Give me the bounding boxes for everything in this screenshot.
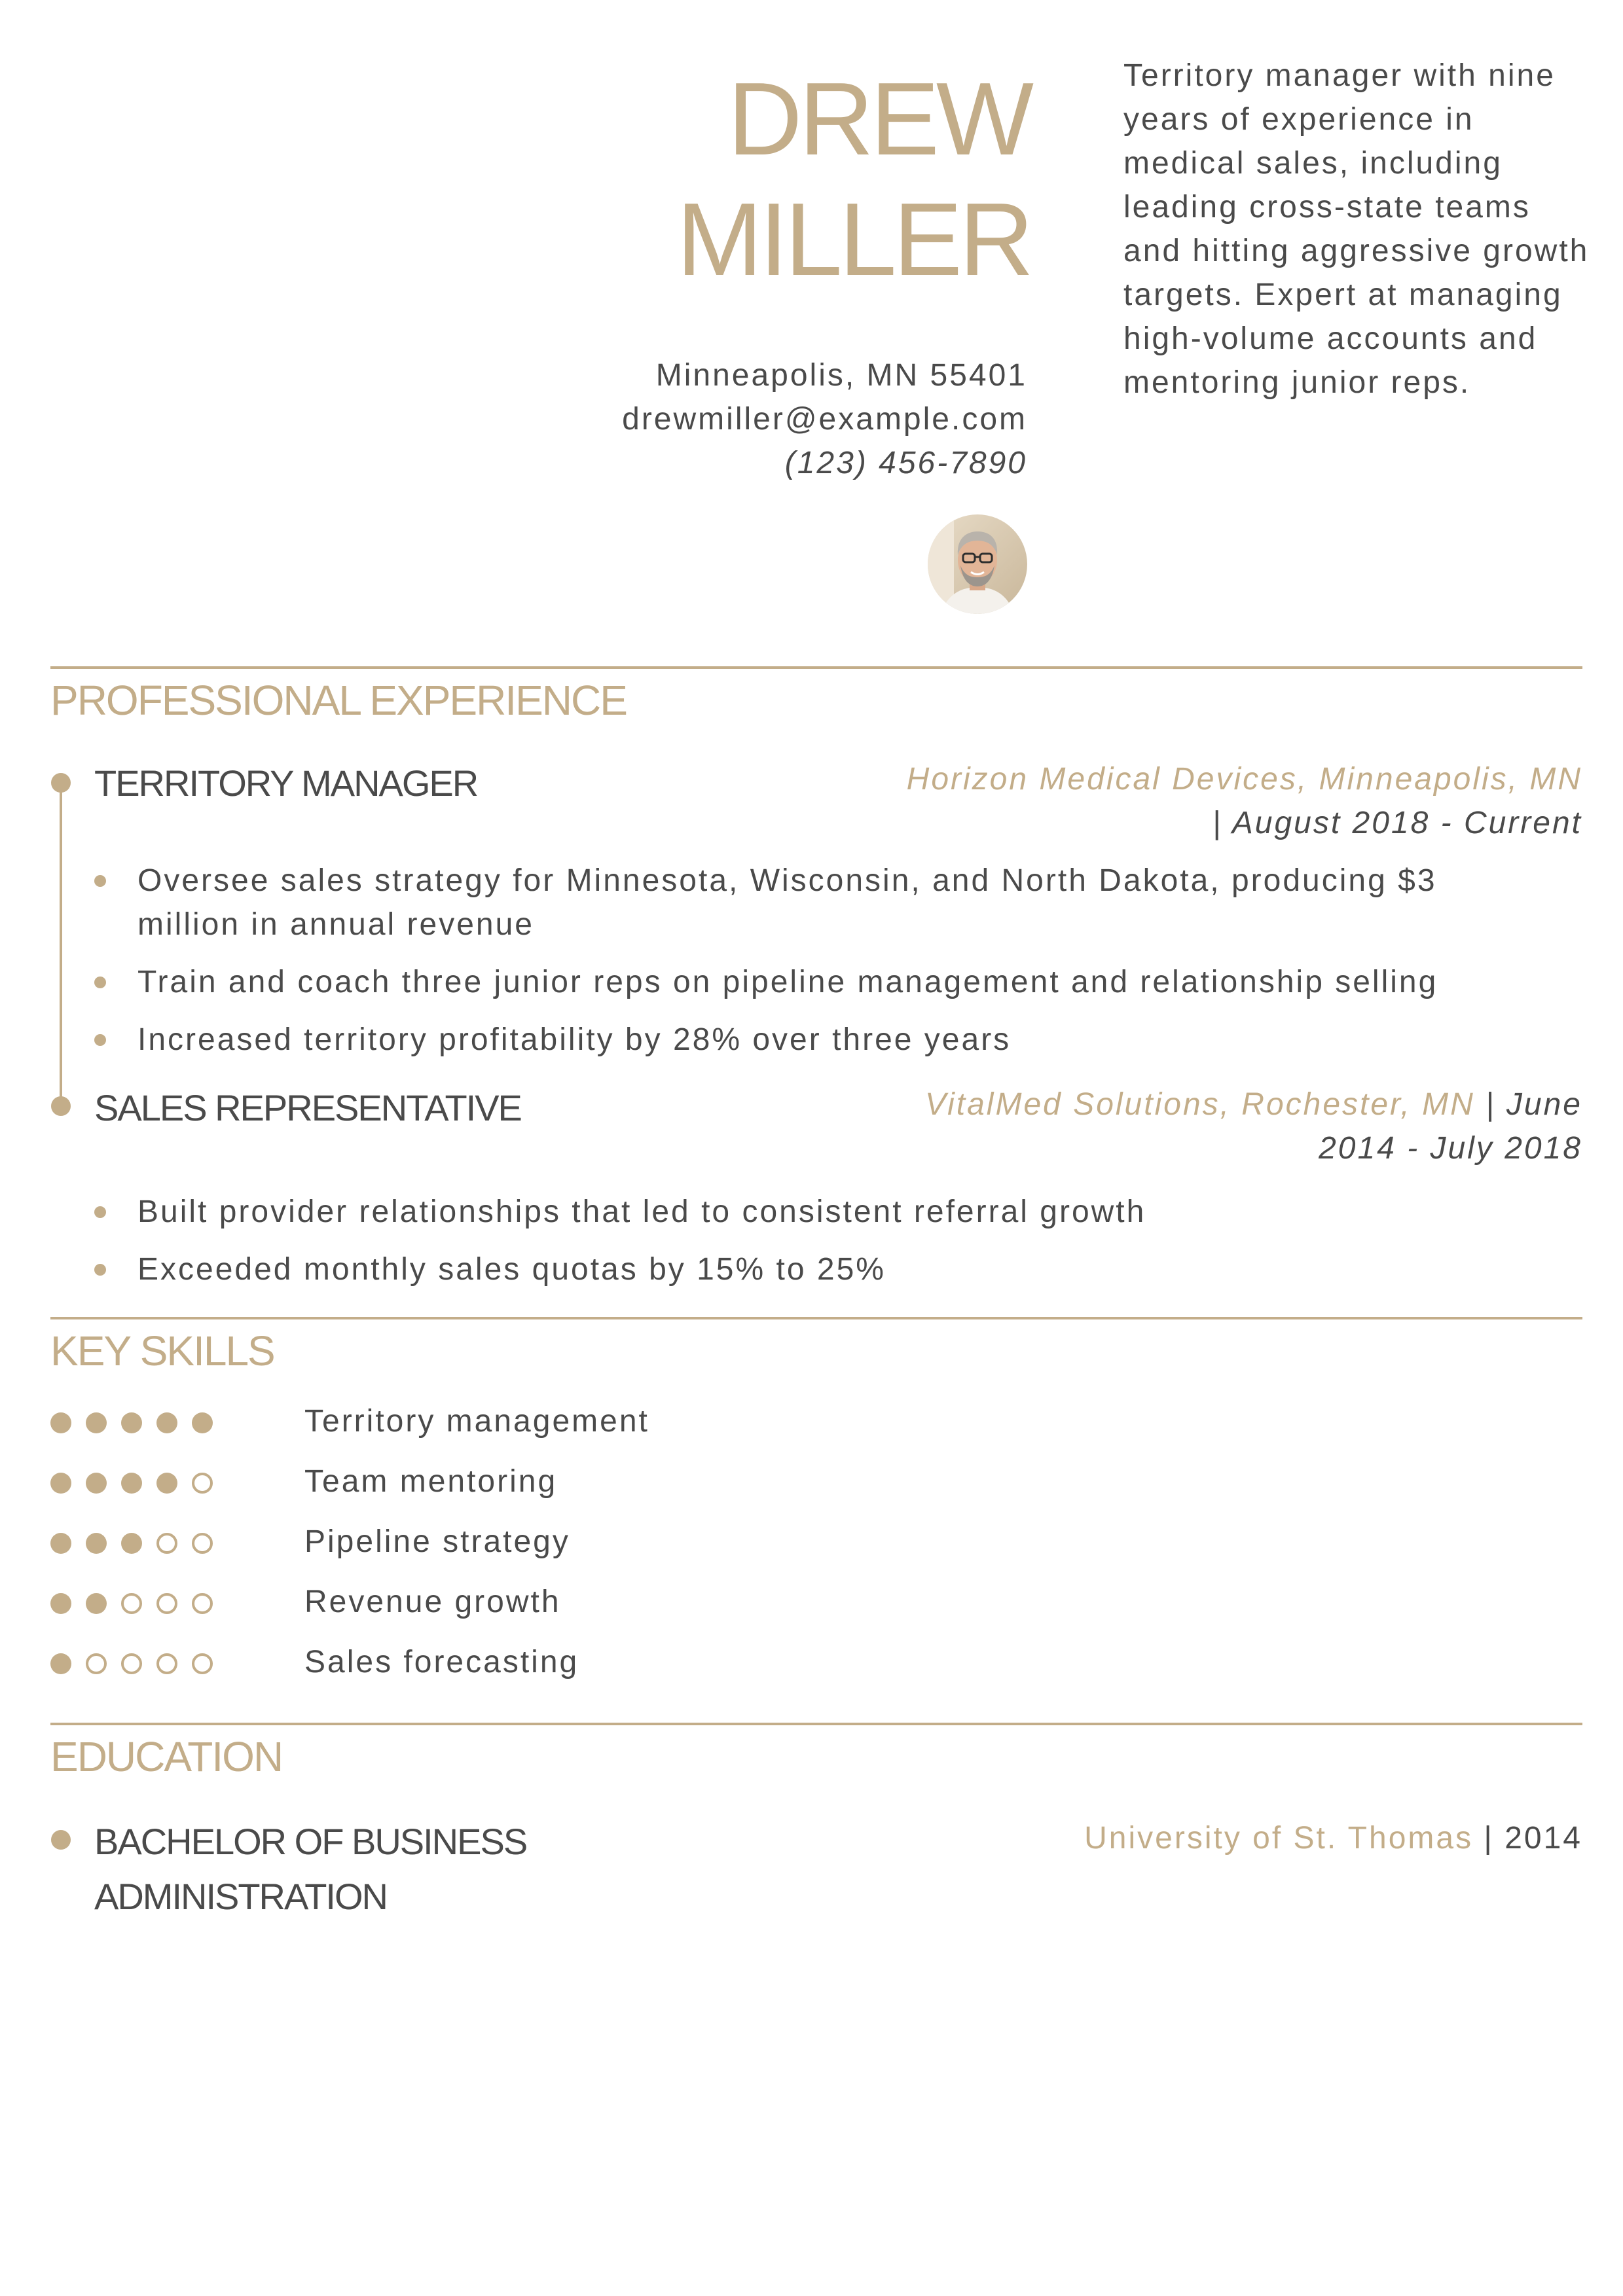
rating-dot-filled-icon: [121, 1533, 142, 1554]
first-name: DREW: [727, 62, 1030, 177]
rating-dot-filled-icon: [192, 1412, 213, 1433]
list-item: Built provider relationships that led to consistent referral growth: [94, 1190, 1535, 1234]
education-section-title: EDUCATION: [50, 1733, 283, 1780]
skills-section-title: KEY SKILLS: [50, 1327, 274, 1374]
degree-title: BACHELOR OF BUSINESS ADMINISTRATION: [94, 1821, 527, 1917]
company-name: VitalMed Solutions, Rochester, MN: [924, 1087, 1475, 1122]
skill-name: Team mentoring: [304, 1464, 558, 1499]
education-node: [51, 1830, 71, 1850]
job-bullets: [94, 859, 1535, 1075]
experience-section-title: PROFESSIONAL EXPERIENCE: [50, 677, 627, 724]
section-divider: [50, 666, 1582, 669]
bullet-icon: [94, 1264, 106, 1276]
rating-dot-filled-icon: [50, 1473, 71, 1494]
job-dates-end: 2014 - July 2018: [1319, 1131, 1582, 1166]
rating-dot-filled-icon: [86, 1593, 107, 1614]
rating-dot-filled-icon: [86, 1412, 107, 1433]
separator: |: [1212, 806, 1223, 840]
bullet-icon: [94, 875, 106, 887]
skill-name: Sales forecasting: [304, 1645, 579, 1679]
rating-dot-filled-icon: [50, 1412, 71, 1433]
rating-dot-filled-icon: [156, 1473, 177, 1494]
rating-dot-empty-icon: [156, 1593, 177, 1614]
rating-dot-empty-icon: [192, 1533, 213, 1554]
company-name: Horizon Medical Devices, Minneapolis, MN: [906, 762, 1582, 797]
bullet-icon: [94, 1034, 106, 1046]
rating-dot-filled-icon: [121, 1473, 142, 1494]
skill-name: Revenue growth: [304, 1585, 561, 1619]
skill-name: Territory management: [304, 1404, 649, 1439]
skill-name: Pipeline strategy: [304, 1524, 570, 1559]
graduation-year: 2014: [1504, 1821, 1582, 1856]
section-divider: [50, 1723, 1582, 1725]
rating-dot-filled-icon: [121, 1412, 142, 1433]
avatar: [928, 514, 1027, 614]
section-divider: [50, 1317, 1582, 1319]
rating-dot-filled-icon: [50, 1593, 71, 1614]
bullet-icon: [94, 1206, 106, 1218]
email: drewmiller@example.com: [622, 402, 1027, 437]
professional-summary: Territory manager with nine years of experience in medical sales, including leading cross-state teams and hitting aggressive growth targets. Expert at managing high-volume accounts and mentoring junior reps.: [1123, 58, 1590, 400]
candidate-name: [676, 59, 1030, 300]
list-item: Oversee sales strategy for Minnesota, Wisconsin, and North Dakota, producing $3 million in annual revenue: [94, 859, 1535, 946]
rating-dot-filled-icon: [86, 1533, 107, 1554]
portrait-photo-icon: [928, 514, 1027, 614]
last-name: MILLER: [676, 182, 1030, 297]
rating-dot-empty-icon: [156, 1653, 177, 1674]
job-dates: August 2018 - Current: [1231, 806, 1582, 840]
timeline-line: [60, 783, 62, 1103]
list-item: Train and coach three junior reps on pipeline management and relationship selling: [94, 960, 1535, 1004]
rating-dot-filled-icon: [86, 1473, 107, 1494]
address: Minneapolis, MN 55401: [655, 358, 1027, 393]
list-item: Increased territory profitability by 28% over three years: [94, 1018, 1535, 1062]
phone: (123) 456-7890: [784, 446, 1027, 480]
timeline-node: [51, 773, 71, 793]
job-title: TERRITORY MANAGER: [94, 762, 478, 804]
separator: |: [1484, 1821, 1494, 1856]
rating-dot-filled-icon: [50, 1653, 71, 1674]
job-meta: [907, 757, 1582, 845]
timeline-node: [51, 1096, 71, 1116]
job-dates-start: June: [1506, 1087, 1582, 1122]
rating-dot-empty-icon: [86, 1653, 107, 1674]
job-meta: [925, 1083, 1582, 1170]
education-meta: [1084, 1816, 1582, 1860]
list-item: Exceeded monthly sales quotas by 15% to 25%: [94, 1247, 1535, 1291]
school-name: University of St. Thomas: [1084, 1821, 1474, 1856]
rating-dot-filled-icon: [156, 1412, 177, 1433]
rating-dot-empty-icon: [192, 1593, 213, 1614]
rating-dot-filled-icon: [50, 1533, 71, 1554]
job-title: SALES REPRESENTATIVE: [94, 1087, 521, 1128]
contact-info: [622, 353, 1027, 485]
bullet-icon: [94, 977, 106, 988]
job-bullets: [94, 1190, 1535, 1305]
rating-dot-empty-icon: [192, 1473, 213, 1494]
rating-dot-empty-icon: [121, 1653, 142, 1674]
rating-dot-empty-icon: [192, 1653, 213, 1674]
rating-dot-empty-icon: [121, 1593, 142, 1614]
separator: |: [1486, 1087, 1496, 1122]
rating-dot-empty-icon: [156, 1533, 177, 1554]
